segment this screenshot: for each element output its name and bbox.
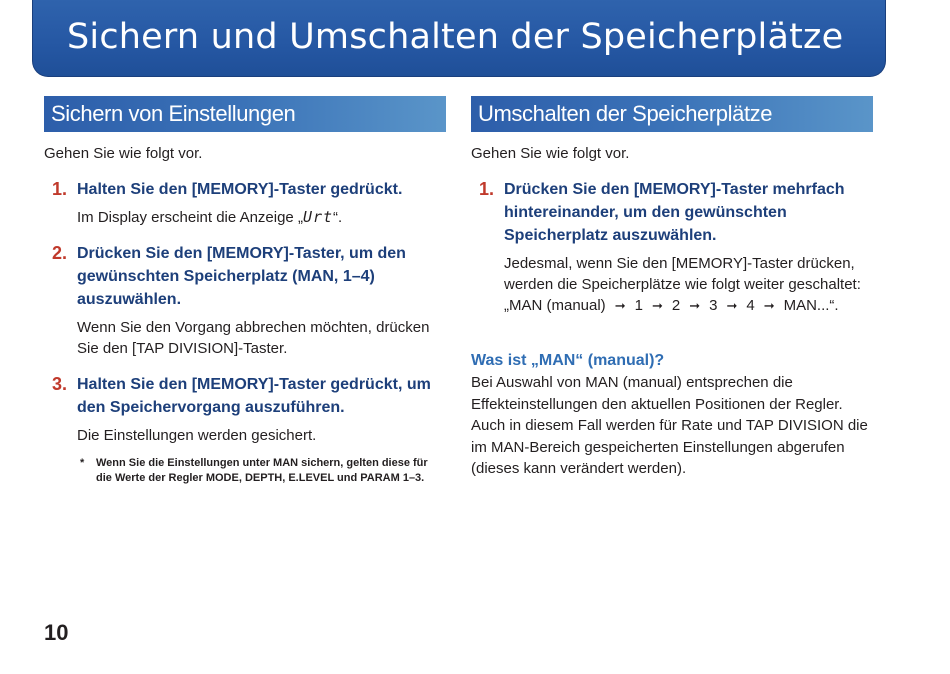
step-title: Drücken Sie den [MEMORY]-Taster mehrfach hintereinander, um den gewünschten Speicherplatz auszuwählen. [504, 181, 845, 244]
arrow-right-icon: ➞ [763, 298, 775, 313]
memory-sequence [504, 295, 873, 316]
arrow-right-icon: ➞ [651, 298, 663, 313]
footnote-marker: * [80, 457, 85, 469]
sequence-item: „MAN (manual) [504, 297, 606, 314]
step-title: Halten Sie den [MEMORY]-Taster gedrückt, um den Speichervorgang auszuführen. [77, 376, 431, 416]
display-readout: Urt [302, 208, 334, 226]
sequence-item: 2 [671, 297, 681, 314]
step-body: Die Einstellungen werden gesichert. [77, 427, 317, 444]
step-body: Im Display erscheint die Anzeige „Urt“. [77, 208, 343, 226]
sequence-item: 3 [709, 297, 718, 314]
step-body: Wenn Sie den Vorgang abbrechen möchten, drücken Sie den [TAP DIVISION]-Taster. [77, 319, 430, 357]
arrow-right-icon: ➞ [726, 298, 738, 313]
step-number: 1. [479, 179, 495, 199]
step-2 [44, 242, 446, 359]
step-number: 1. [52, 179, 68, 199]
intro-text: Gehen Sie wie folgt vor. [471, 145, 630, 162]
footnote [44, 456, 446, 486]
step-number: 2. [52, 243, 68, 263]
intro-text: Gehen Sie wie folgt vor. [44, 145, 203, 162]
step-1 [44, 178, 446, 228]
footnote-text: Wenn Sie die Einstellungen unter MAN sichern, gelten diese für die Werte der Regler MODE, DEPTH, E.LEVEL und PARAM 1–3. [96, 457, 428, 484]
step-3 [44, 373, 446, 446]
sequence-item: 4 [746, 297, 755, 314]
arrow-right-icon: ➞ [689, 298, 701, 313]
step-title: Halten Sie den [MEMORY]-Taster gedrückt. [77, 181, 403, 198]
step-body-text: Jedesmal, wenn Sie den [MEMORY]-Taster drücken, werden die Speicherplätze wie folgt weiter geschaltet: [504, 255, 861, 293]
sequence-item: 1 [634, 297, 643, 314]
page-number: 10 [44, 620, 69, 645]
right-column [471, 96, 873, 480]
step-body [504, 253, 873, 316]
info-body: Bei Auswahl von MAN (manual) entsprechen die Effekteinstellungen den aktuellen Positionen der Regler. Auch in diesem Fall werden für Rate und TAP DIVISION die im MAN-Bereich gespeicherten Einstellungen abgerufen (dieses kann verändert werden). [471, 374, 868, 477]
section-title-save: Sichern von Einstellungen [44, 96, 446, 132]
step-number: 3. [52, 374, 68, 394]
info-heading: Was ist „MAN“ (manual)? [471, 352, 665, 369]
page-title: Sichern und Umschalten der Speicherplätze [67, 17, 844, 57]
page-header [32, 0, 886, 77]
section-title-switch: Umschalten der Speicherplätze [471, 96, 873, 132]
arrow-right-icon: ➞ [614, 298, 626, 313]
step-title: Drücken Sie den [MEMORY]-Taster, um den gewünschten Speicherplatz (MAN, 1–4) auszuwählen. [77, 245, 406, 308]
step-1 [471, 178, 873, 316]
left-column [44, 96, 446, 486]
sequence-item: MAN...“. [783, 297, 839, 314]
